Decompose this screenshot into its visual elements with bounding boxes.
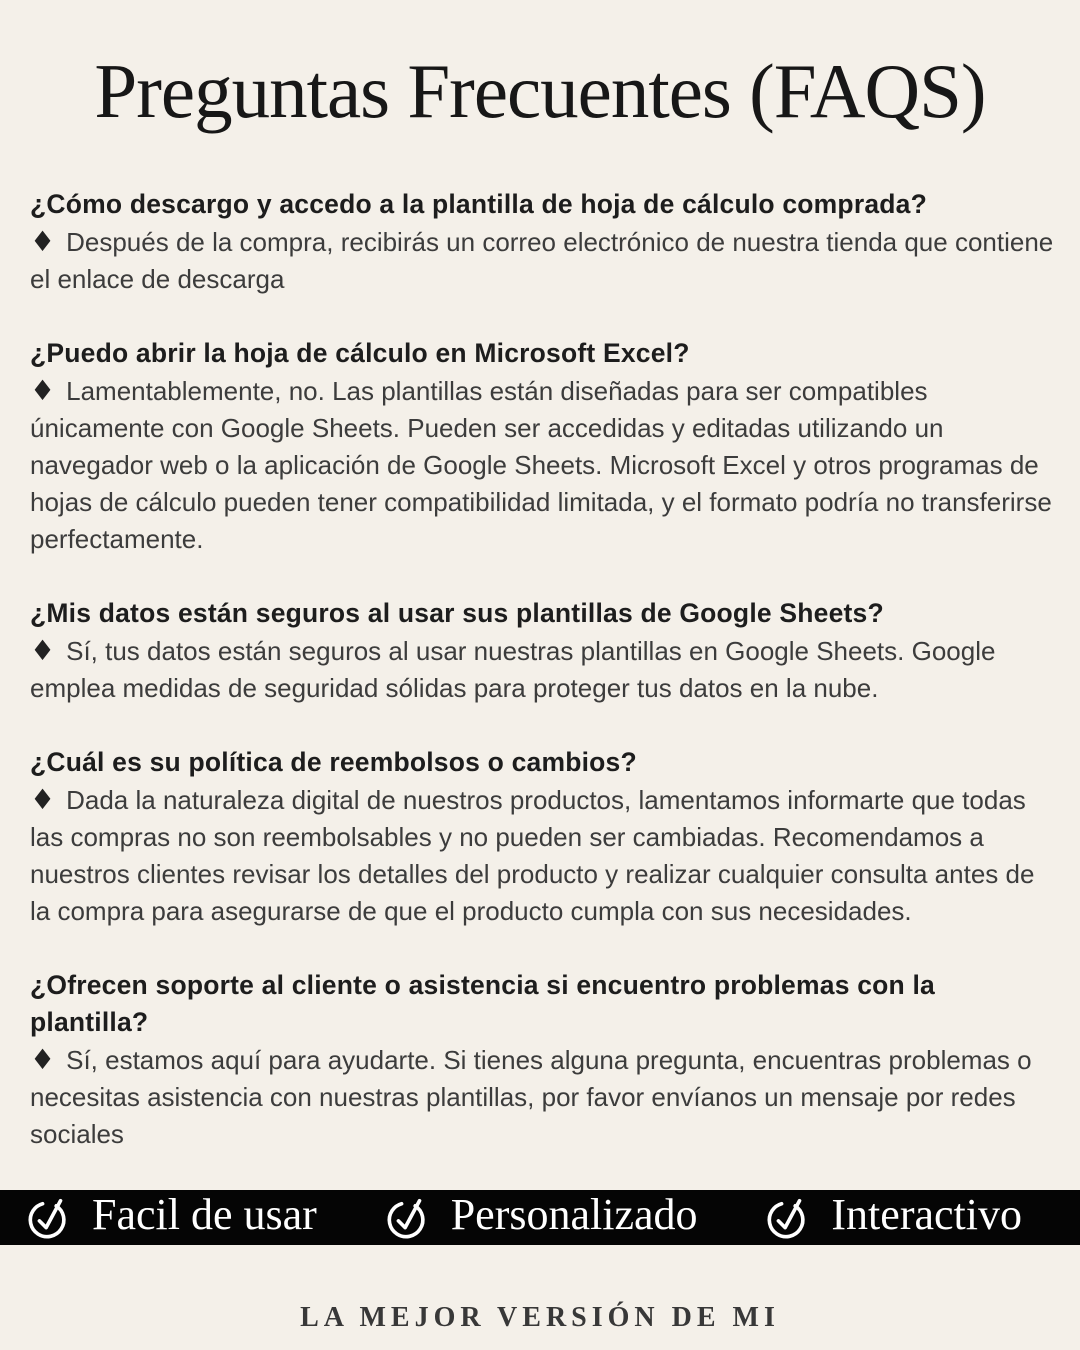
faq-answer-text: Sí, estamos aquí para ayudarte. Si tienes alguna pregunta, encuentras problemas o necesitas asistencia con nuestras plantillas, por favor envíanos un mensaje por redes sociales: [30, 1045, 1032, 1150]
diamond-bullet-icon: ♦: [30, 225, 56, 259]
features-bar: [0, 1190, 1080, 1245]
faq-answer-text: Después de la compra, recibirás un correo electrónico de nuestra tienda que contiene el enlace de descarga: [30, 227, 1054, 295]
check-circle-icon: [385, 1195, 431, 1241]
feature-label: Personalizado: [450, 1190, 698, 1239]
faq-answer: [30, 781, 1060, 930]
faq-item: [30, 595, 1060, 707]
diamond-bullet-icon: ♦: [30, 374, 56, 408]
faq-answer: [30, 372, 1060, 558]
faq-question: ¿Mis datos están seguros al usar sus plantillas de Google Sheets?: [30, 598, 884, 629]
page-header: [0, 0, 1080, 136]
faq-list: [0, 186, 1080, 1153]
check-circle-icon: [765, 1195, 811, 1241]
diamond-bullet-icon: ♦: [30, 1043, 56, 1077]
faq-question: ¿Cuál es su política de reembolsos o cambios?: [30, 747, 637, 778]
faq-answer-text: Lamentablemente, no. Las plantillas están diseñadas para ser compatibles únicamente con Google Sheets. Pueden ser accedidas y editadas utilizando un navegador web o la aplicación de Google Sheets. Microsoft Excel y otros programas de hojas de cálculo pueden tener compatibilidad limitada, y el formato podría no transferirse perfectamente.: [30, 376, 1052, 555]
feature-item-interactivo: [765, 1190, 1022, 1242]
feature-label: Interactivo: [831, 1190, 1022, 1239]
faq-item: [30, 744, 1060, 930]
page-title: Preguntas Frecuentes (FAQS): [94, 48, 986, 134]
brand-footer: LA MEJOR VERSIÓN DE MI: [300, 1302, 780, 1333]
faq-answer: [30, 632, 1060, 707]
faq-question: ¿Cómo descargo y accedo a la plantilla de hoja de cálculo comprada?: [30, 189, 927, 220]
faq-item: [30, 186, 1060, 298]
feature-label: Facil de usar: [92, 1190, 317, 1239]
faq-question: ¿Puedo abrir la hoja de cálculo en Microsoft Excel?: [30, 338, 690, 369]
faq-item: [30, 335, 1060, 558]
faq-answer: [30, 223, 1060, 298]
diamond-bullet-icon: ♦: [30, 783, 56, 817]
faq-item: [30, 967, 1060, 1153]
faq-question: ¿Ofrecen soporte al cliente o asistencia si encuentro problemas con la plantilla?: [30, 970, 935, 1038]
feature-item-personalizado: [385, 1190, 698, 1242]
faq-answer: [30, 1041, 1060, 1153]
diamond-bullet-icon: ♦: [30, 634, 56, 668]
faq-answer-text: Sí, tus datos están seguros al usar nuestras plantillas en Google Sheets. Google emplea medidas de seguridad sólidas para proteger tus datos en la nube.: [30, 636, 996, 704]
feature-item-facil-de-usar: [26, 1190, 317, 1242]
faq-answer-text: Dada la naturaleza digital de nuestros productos, lamentamos informarte que todas las compras no son reembolsables y no pueden ser cambiadas. Recomendamos a nuestros clientes revisar los detalles del producto y realizar cualquier consulta antes de la compra para asegurarse de que el producto cumpla con sus necesidades.: [30, 785, 1035, 927]
check-circle-icon: [26, 1195, 72, 1241]
